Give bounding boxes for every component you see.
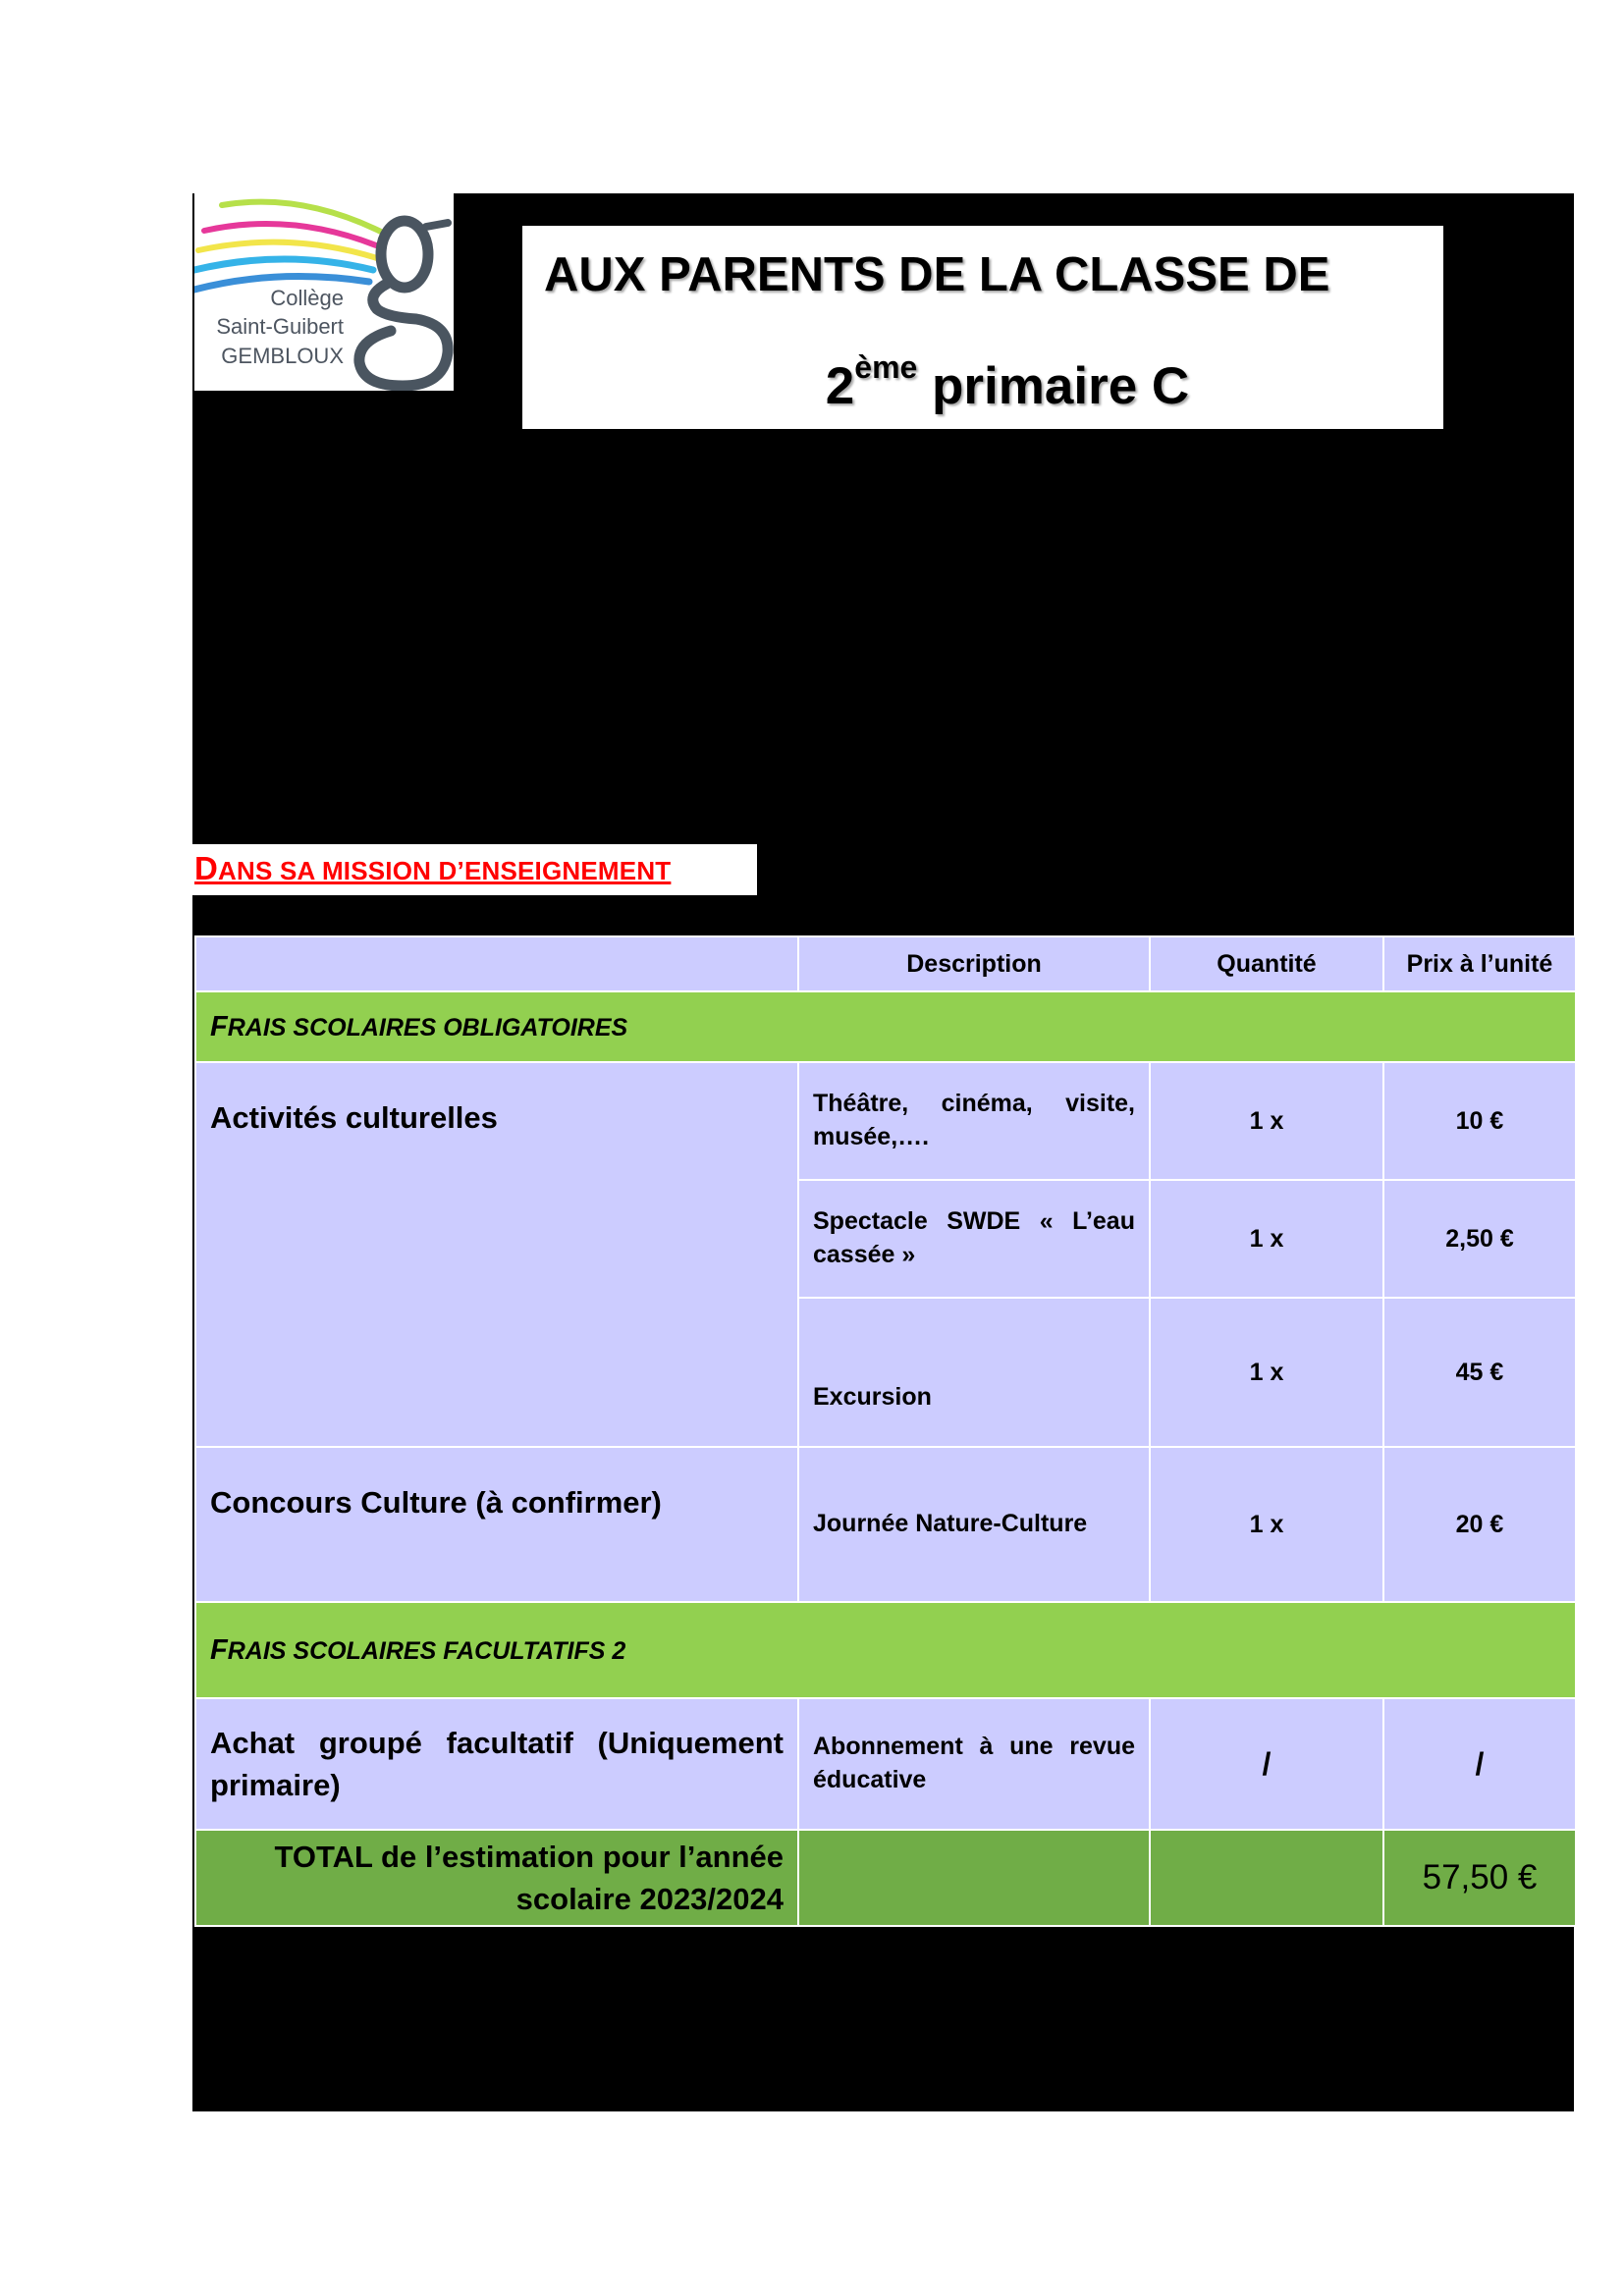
total-label: TOTAL de l’estimation pour l’année scolaire 2023/2024 [195, 1830, 798, 1926]
section-title-optional: FRAIS SCOLAIRES FACULTATIFS 2 [195, 1602, 1576, 1698]
header-empty [195, 936, 798, 991]
total-empty-1 [798, 1830, 1150, 1926]
title-box [522, 226, 1443, 429]
logo-text-gembloux: GEMBLOUX [221, 344, 344, 368]
header-description: Description [798, 936, 1150, 991]
price-cell: 10 € [1383, 1062, 1576, 1180]
description-cell: Théâtre, cinéma, visite, musée,…. [798, 1062, 1150, 1180]
category-culture-contest: Concours Culture (à confirmer) [195, 1447, 798, 1602]
logo-text-college: Collège [270, 286, 344, 310]
school-logo [194, 193, 454, 391]
category-optional-purchase: Achat groupé facultatif (Uniquement primaire) [195, 1698, 798, 1830]
total-row [195, 1830, 1576, 1926]
quantity-cell: 1 x [1150, 1062, 1383, 1180]
table-row [195, 1447, 1576, 1602]
section-row-mandatory [195, 991, 1576, 1062]
category-cultural-activities: Activités culturelles [195, 1062, 798, 1447]
table-row [195, 1698, 1576, 1830]
grade-superscript: ème [854, 349, 918, 385]
total-amount: 57,50 € [1383, 1830, 1576, 1926]
fees-table [194, 935, 1577, 1927]
logo-stripe-green [222, 202, 387, 235]
table-header-row [195, 936, 1576, 991]
section-heading-mission: DANS SA MISSION D’ENSEIGNEMENT [194, 850, 672, 886]
price-cell: 2,50 € [1383, 1180, 1576, 1298]
quantity-cell: 1 x [1150, 1298, 1383, 1447]
description-cell: Excursion [798, 1298, 1150, 1447]
title-line-2 [522, 349, 1443, 416]
grade-number: 2 [825, 357, 855, 415]
logo-stripe-cyan [194, 259, 373, 270]
section-title-mandatory: FRAIS SCOLAIRES OBLIGATOIRES [195, 991, 1576, 1062]
quantity-cell: 1 x [1150, 1180, 1383, 1298]
price-cell: / [1383, 1698, 1576, 1830]
header-unit-price: Prix à l’unité [1383, 936, 1576, 991]
logo-text-saint-guibert: Saint-Guibert [216, 314, 344, 339]
total-empty-2 [1150, 1830, 1383, 1926]
quantity-cell: 1 x [1150, 1447, 1383, 1602]
title-line-1: AUX PARENTS DE LA CLASSE DE [544, 248, 1330, 301]
grade-rest: primaire C [917, 357, 1190, 415]
section-row-optional [195, 1602, 1576, 1698]
quantity-cell: / [1150, 1698, 1383, 1830]
description-cell: Journée Nature-Culture [798, 1447, 1150, 1602]
price-cell: 45 € [1383, 1298, 1576, 1447]
description-cell: Spectacle SWDE « L’eau cassée » [798, 1180, 1150, 1298]
header-quantity: Quantité [1150, 936, 1383, 991]
table-row [195, 1062, 1576, 1180]
description-cell: Abonnement à une revue éducative [798, 1698, 1150, 1830]
price-cell: 20 € [1383, 1447, 1576, 1602]
